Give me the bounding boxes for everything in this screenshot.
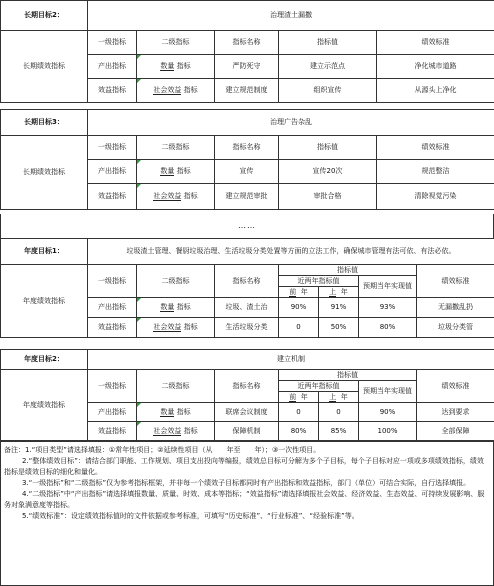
header-value: 指标值 bbox=[279, 265, 417, 276]
header-expected: 预期当年实现值 bbox=[359, 276, 417, 298]
header-recent-years: 近两年指标值 bbox=[279, 381, 359, 392]
level2-cell[interactable]: 数量 指标 bbox=[137, 160, 215, 184]
header-expected: 预期当年实现值 bbox=[359, 381, 417, 403]
header-level1: 一级指标 bbox=[88, 370, 137, 403]
perf-label: 年度绩效指标 bbox=[1, 370, 88, 441]
indicator-name: 严防死守 bbox=[215, 55, 279, 79]
performance-standard: 达到要求 bbox=[417, 403, 494, 422]
indicator-value: 组织宣传 bbox=[279, 79, 377, 103]
value-last-year: 0 bbox=[319, 403, 359, 422]
header-name: 指标名称 bbox=[215, 265, 279, 298]
goal-content: 建立机制 bbox=[88, 350, 494, 370]
indicator-name: 垃圾、渣土治 bbox=[215, 298, 279, 318]
level1-cell: 效益指标 bbox=[88, 422, 137, 441]
performance-standard: 从源头上净化 bbox=[377, 79, 494, 103]
indicator-value: 宣传20次 bbox=[279, 160, 377, 184]
note-3: 3.“一级指标”和“二级指标”仅为参考指标框架，并非每一个绩效子目标都同时有产出指标和效益指标，部门（单位）可结合实际，自行选择填报。 bbox=[22, 479, 471, 487]
header-value: 指标值 bbox=[279, 31, 377, 55]
indicator-value: 建立示范点 bbox=[279, 55, 377, 79]
level1-cell: 效益指标 bbox=[88, 79, 137, 103]
header-last-year: 上 年 bbox=[319, 392, 359, 403]
header-standard: 绩效标准 bbox=[417, 370, 494, 403]
header-standard: 绩效标准 bbox=[417, 265, 494, 298]
performance-standard: 垃圾分类管 bbox=[417, 318, 494, 338]
value-year-before-last: 0 bbox=[279, 318, 319, 338]
level2-cell[interactable]: 数量 指标 bbox=[137, 403, 215, 422]
indicator-name: 宣传 bbox=[215, 160, 279, 184]
header-level2: 二级指标 bbox=[137, 31, 215, 55]
note-5: 5.“绩效标准”：设定绩效指标值时的文件依据或参考标准，可填写“历史标准”、“行业标准”、“经验标准”等。 bbox=[22, 512, 359, 520]
header-value: 指标值 bbox=[279, 370, 417, 381]
value-expected: 93% bbox=[359, 298, 417, 318]
header-level1: 一级指标 bbox=[88, 265, 137, 298]
header-level2: 二级指标 bbox=[137, 370, 215, 403]
value-year-before-last: 90% bbox=[279, 298, 319, 318]
level1-cell: 产出指标 bbox=[88, 160, 137, 184]
goal-content: 垃圾渣土管理、餐厨垃圾治理、生活垃圾分类处置等方面的立法工作，确保城市管理有法可依、有法必依。 bbox=[88, 239, 494, 265]
performance-standard: 清除视觉污染 bbox=[377, 184, 494, 210]
performance-standard: 净化城市道路 bbox=[377, 55, 494, 79]
note-2: 2.“整体绩效目标”：请结合部门职能、工作规划、项目支出投向等编报，绩效总目标可分解为多个子目标，每个子目标对应一项或多项绩效指标，绩效指标是绩效目标的细化和量化。 bbox=[4, 457, 484, 476]
level1-cell: 产出指标 bbox=[88, 403, 137, 422]
value-expected: 100% bbox=[359, 422, 417, 441]
header-name: 指标名称 bbox=[215, 370, 279, 403]
header-value: 指标值 bbox=[279, 136, 377, 160]
indicator-value: 审批合格 bbox=[279, 184, 377, 210]
notes-section bbox=[0, 441, 494, 586]
header-name: 指标名称 bbox=[215, 31, 279, 55]
annual-goal-1-table bbox=[0, 238, 494, 338]
indicator-name: 保障机制 bbox=[215, 422, 279, 441]
level2-cell[interactable]: 数量 指标 bbox=[137, 298, 215, 318]
section-separator: …… bbox=[0, 214, 494, 238]
indicator-name: 建立规范制度 bbox=[215, 79, 279, 103]
note-1: 备注：1.“项目类型”请选择填报：①常年性项目；②延续性项目（从 年至 年）；③一次性项目。 bbox=[4, 446, 321, 454]
header-standard: 绩效标准 bbox=[377, 31, 494, 55]
goal-content: 治理广告杂乱 bbox=[88, 110, 494, 136]
level2-cell[interactable]: 社会效益 指标 bbox=[137, 184, 215, 210]
long-term-goal-3-table bbox=[0, 109, 494, 210]
annual-goal-2-table bbox=[0, 349, 494, 441]
long-term-goal-2-table bbox=[0, 0, 494, 103]
value-last-year: 85% bbox=[319, 422, 359, 441]
goal-label: 长期目标2： bbox=[1, 1, 88, 31]
level2-cell[interactable]: 数量 指标 bbox=[137, 55, 215, 79]
level1-cell: 产出指标 bbox=[88, 55, 137, 79]
goal-label: 年度目标2： bbox=[1, 350, 88, 370]
level1-cell: 效益指标 bbox=[88, 184, 137, 210]
level2-cell[interactable]: 社会效益 指标 bbox=[137, 318, 215, 338]
goal-label: 年度目标1： bbox=[1, 239, 88, 265]
value-expected: 80% bbox=[359, 318, 417, 338]
header-level2: 二级指标 bbox=[137, 136, 215, 160]
level2-cell[interactable]: 社会效益 指标 bbox=[137, 422, 215, 441]
header-level1: 一级指标 bbox=[88, 31, 137, 55]
level2-cell[interactable]: 社会效益 指标 bbox=[137, 79, 215, 103]
header-last-year: 上 年 bbox=[319, 287, 359, 298]
header-year-before-last: 前 年 bbox=[279, 287, 319, 298]
perf-label: 长期绩效指标 bbox=[1, 136, 88, 210]
header-year-before-last: 前 年 bbox=[279, 392, 319, 403]
header-name: 指标名称 bbox=[215, 136, 279, 160]
performance-standard: 规范整洁 bbox=[377, 160, 494, 184]
level1-cell: 效益指标 bbox=[88, 318, 137, 338]
value-year-before-last: 80% bbox=[279, 422, 319, 441]
header-level2: 二级指标 bbox=[137, 265, 215, 298]
indicator-name: 建立规范审批 bbox=[215, 184, 279, 210]
level1-cell: 产出指标 bbox=[88, 298, 137, 318]
perf-label: 长期绩效指标 bbox=[1, 31, 88, 103]
value-year-before-last: 0 bbox=[279, 403, 319, 422]
header-recent-years: 近两年指标值 bbox=[279, 276, 359, 287]
value-last-year: 91% bbox=[319, 298, 359, 318]
indicator-name: 生活垃圾分类 bbox=[215, 318, 279, 338]
value-expected: 90% bbox=[359, 403, 417, 422]
header-level1: 一级指标 bbox=[88, 136, 137, 160]
performance-standard: 无漏撒乱扔 bbox=[417, 298, 494, 318]
goal-content: 治理渣土漏撒 bbox=[88, 1, 494, 31]
indicator-name: 联席会议制度 bbox=[215, 403, 279, 422]
perf-label: 年度绩效指标 bbox=[1, 265, 88, 338]
header-standard: 绩效标准 bbox=[377, 136, 494, 160]
performance-standard: 全部保障 bbox=[417, 422, 494, 441]
goal-label: 长期目标3： bbox=[1, 110, 88, 136]
note-4: 4.“二级指标”中“产出指标”请选择填报数量、质量、时效、成本等指标；“效益指标”请选择填报社会效益、经济效益、生态效益、可持续发展影响、服务对象满意度等指标。 bbox=[4, 490, 485, 509]
value-last-year: 50% bbox=[319, 318, 359, 338]
